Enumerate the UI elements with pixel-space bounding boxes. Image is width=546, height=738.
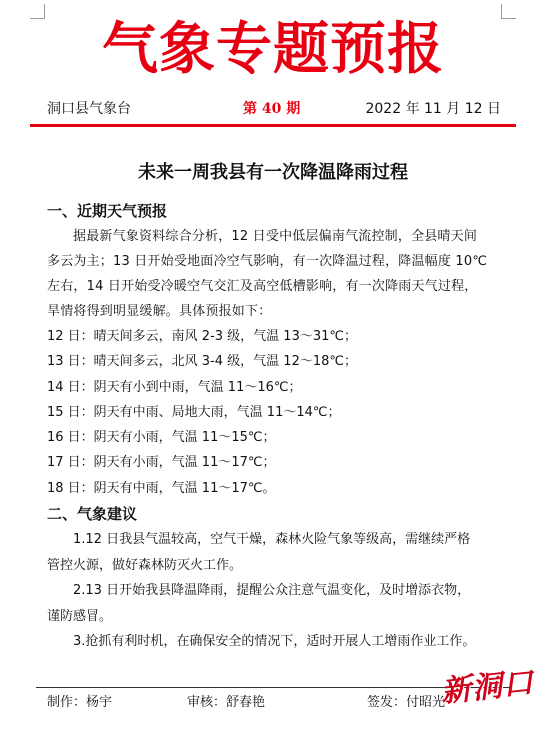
advice-item xyxy=(47,527,510,578)
issue-date: 2022 年 11 月 12 日 xyxy=(365,101,501,117)
source-watermark-logo: 新洞口 xyxy=(439,665,536,710)
section-heading-advice: 二、气象建议 xyxy=(47,505,138,524)
footer-divider xyxy=(36,687,510,688)
reviewed-by: 审核：舒春艳 xyxy=(187,695,266,710)
text-line: 2.13 日开始我县降温降雨，提醒公众注意气温变化，及时增添衣物， xyxy=(73,583,471,599)
forecast-day: 15 日：阴天有中雨、局地大雨，气温 11～14℃； xyxy=(47,404,341,420)
text-line: 管控火源，做好森林防灭火工作。 xyxy=(47,557,243,573)
agency-name: 洞口县气象台 xyxy=(47,101,131,117)
made-by: 制作：杨宇 xyxy=(47,695,113,710)
forecast-day: 16 日：阴天有小雨，气温 11～15℃； xyxy=(47,430,276,446)
advice-item xyxy=(47,578,510,629)
text-line: 谨防感冒。 xyxy=(47,608,113,624)
forecast-day: 17 日：阴天有小雨，气温 11～17℃； xyxy=(47,455,276,471)
forecast-day: 18 日：阴天有中雨，气温 11～17℃。 xyxy=(47,480,276,496)
article-body xyxy=(47,198,510,655)
text-line: 据最新气象资料综合分析，12 日受中低层偏南气流控制，全县晴天间 xyxy=(73,229,478,244)
issue-number: 第 40 期 xyxy=(243,101,301,117)
text-line: 多云为主；13 日开始受地面冷空气影响，有一次降温过程，降温幅度 10℃ xyxy=(47,254,488,269)
forecast-day: 13 日：晴天间多云，北风 3-4 级，气温 12～18℃； xyxy=(47,354,357,370)
header-divider xyxy=(30,124,516,127)
text-line: 旱情将得到明显缓解。具体预报如下： xyxy=(47,304,272,319)
forecast-day: 12 日：晴天间多云，南风 2-3 级，气温 13～31℃； xyxy=(47,329,357,344)
document-title: 气象专题预报 xyxy=(102,16,444,82)
text-line: 1.12 日我县气温较高，空气干燥，森林火险气象等级高，需继续严格 xyxy=(73,532,471,548)
text-line: 3.抢抓有利时机，在确保安全的情况下，适时开展人工增雨作业工作。 xyxy=(73,634,476,650)
advice-item xyxy=(47,629,510,655)
section-heading-forecast: 一、近期天气预报 xyxy=(47,202,168,220)
text-line: 左右，14 日开始受冷暖空气交汇及高空低槽影响，有一次降雨天气过程， xyxy=(47,279,478,294)
forecast-day: 14 日：阴天有小到中雨，气温 11～16℃； xyxy=(47,379,302,395)
article-title: 未来一周我县有一次降温降雨过程 xyxy=(138,162,408,183)
forecast-intro xyxy=(47,224,510,324)
issue-header xyxy=(47,98,501,120)
signed-by: 签发：付昭光 xyxy=(367,695,446,710)
